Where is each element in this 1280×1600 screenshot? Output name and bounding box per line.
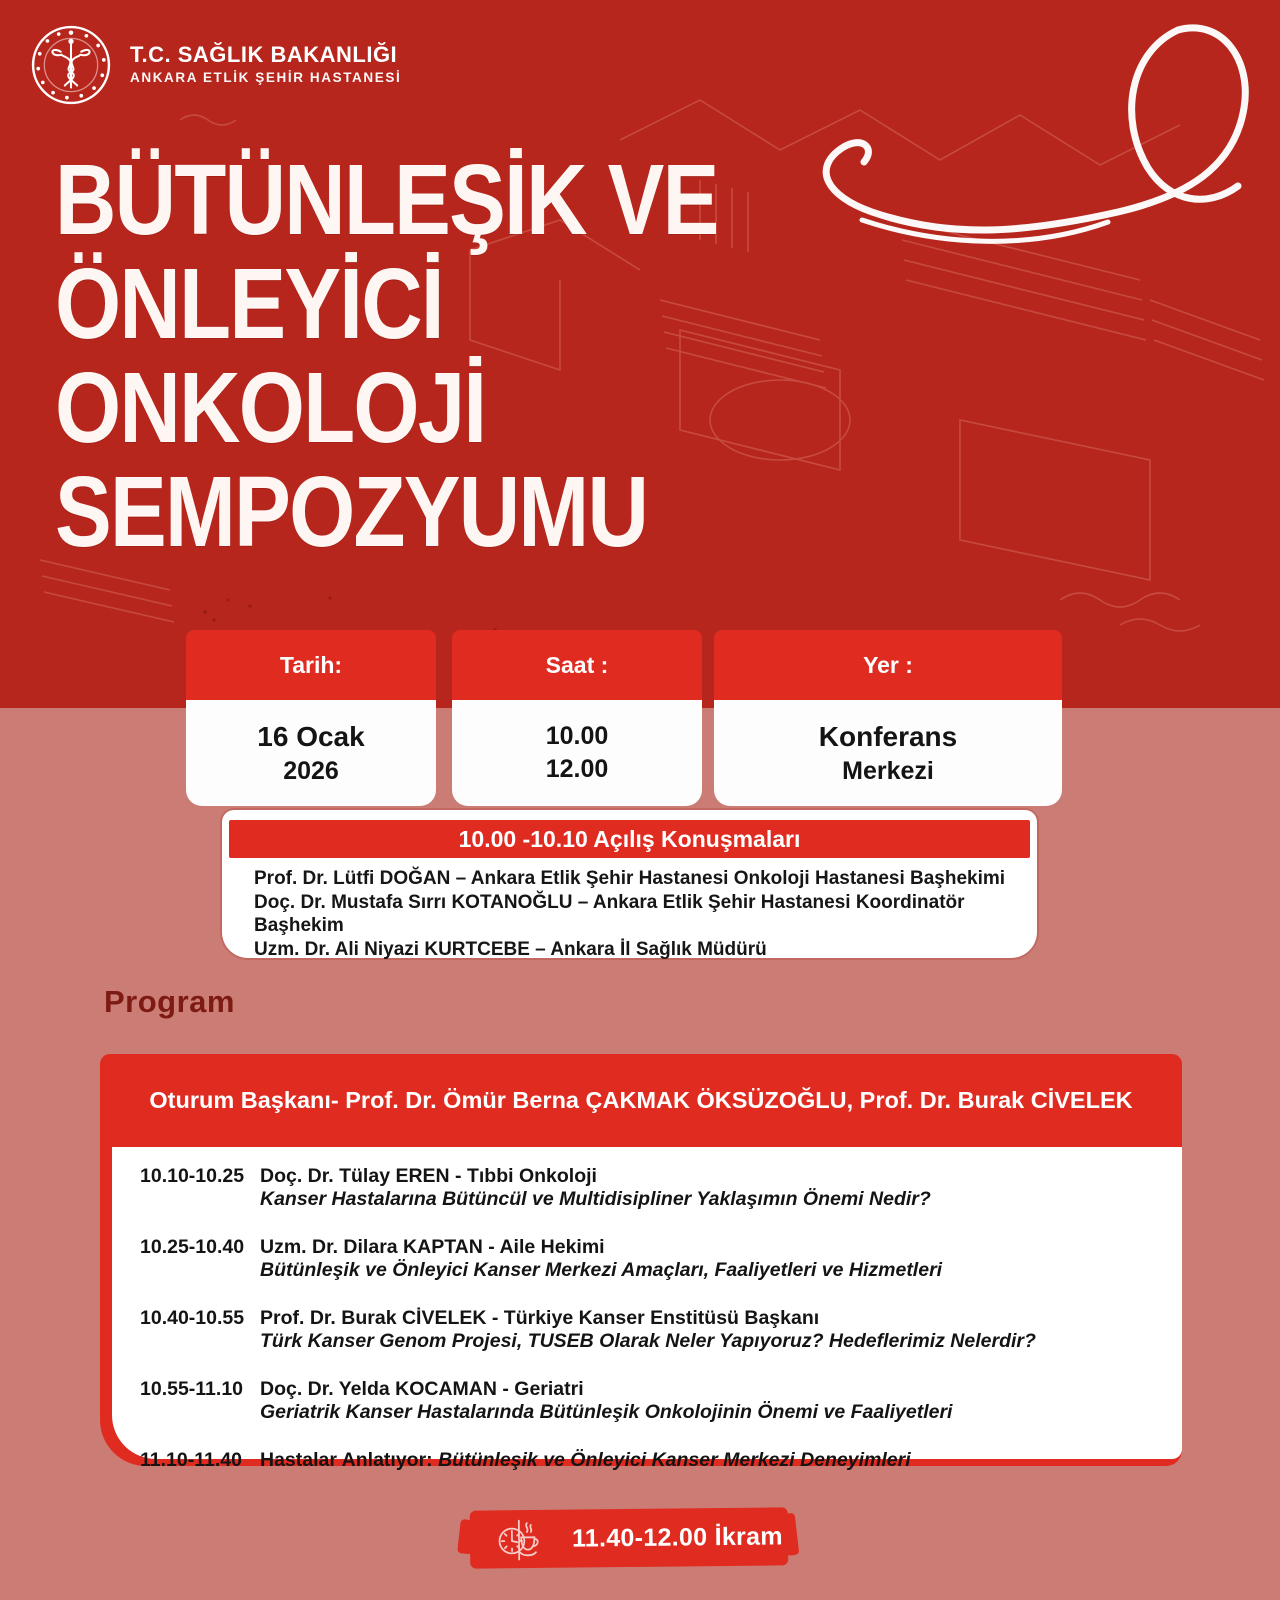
clock-coffee-icon — [496, 1516, 542, 1562]
date-card — [186, 630, 436, 806]
venue-card — [714, 630, 1062, 806]
item-topic: Bütünleşik ve Önleyici Kanser Merkezi Deneyimleri — [438, 1449, 911, 1471]
item-time: 10.40-10.55 — [140, 1307, 245, 1329]
time-value-line2: 12.00 — [545, 755, 609, 783]
opening-speeches-card — [222, 810, 1037, 958]
program-item-2 — [140, 1236, 1166, 1282]
program-section — [100, 1054, 1182, 1471]
opening-speaker-2: Doç. Dr. Mustafa Sırrı KOTANOĞLU – Ankara Etlik Şehir Hastanesi Koordinatör Başhekim — [254, 891, 965, 936]
opening-speaker-1: Prof. Dr. Lütfi DOĞAN – Ankara Etlik Şehir Hastanesi Onkoloji Hastanesi Başhekimi — [254, 868, 1006, 889]
refreshment-label: 11.40-12.00 İkram — [571, 1521, 783, 1553]
item-speaker: Hastalar Anlatıyor: — [260, 1449, 439, 1471]
item-speaker: Prof. Dr. Burak CİVELEK - Türkiye Kanser Enstitüsü Başkanı — [260, 1307, 820, 1329]
ministry-name: T.C. SAĞLIK BAKANLIĞI — [130, 42, 398, 67]
venue-value-line2: Merkezi — [842, 757, 934, 785]
item-speaker: Doç. Dr. Tülay EREN - Tıbbi Onkoloji — [260, 1165, 597, 1187]
time-card-label: Saat : — [452, 630, 702, 700]
ministry-logo — [30, 24, 401, 106]
title-line-1: BÜTÜNLEŞİK VE — [55, 144, 718, 256]
program-item-1 — [140, 1165, 1166, 1211]
item-time: 10.25-10.40 — [140, 1236, 245, 1258]
program-item-5 — [140, 1449, 1166, 1472]
item-speaker: Doç. Dr. Yelda KOCAMAN - Geriatri — [260, 1378, 584, 1400]
item-time: 11.10-11.40 — [140, 1449, 242, 1471]
title-line-3: ONKOLOJİ — [55, 352, 486, 464]
hospital-name: ANKARA ETLİK ŞEHİR HASTANESİ — [130, 70, 402, 85]
opening-speaker-3: Uzm. Dr. Ali Niyazi KURTCEBE – Ankara İl Sağlık Müdürü — [254, 938, 767, 960]
program-item-3 — [140, 1307, 1166, 1353]
program-heading: Program — [104, 984, 235, 1019]
item-time: 10.10-10.25 — [140, 1165, 245, 1187]
title-line-4: SEMPOZYUMU — [55, 456, 648, 568]
date-card-label: Tarih: — [186, 630, 436, 700]
item-topic: Bütünleşik ve Önleyici Kanser Merkezi Amaçları, Faaliyetleri ve Hizmetleri — [260, 1259, 943, 1281]
poster-title — [55, 144, 718, 568]
program-card — [112, 1147, 1182, 1471]
date-value-line1: 16 Ocak — [257, 721, 365, 752]
ministry-emblem-icon — [30, 24, 112, 106]
item-speaker: Uzm. Dr. Dilara KAPTAN - Aile Hekimi — [260, 1236, 605, 1258]
item-time: 10.55-11.10 — [140, 1378, 244, 1400]
item-topic: Türk Kanser Genom Projesi, TUSEB Olarak Neler Yapıyoruz? Hedeflerimiz Nelerdir? — [260, 1330, 1036, 1352]
item-topic: Geriatrik Kanser Hastalarında Bütünleşik Onkolojinin Önemi ve Faaliyetleri — [260, 1401, 953, 1423]
refreshment-banner — [470, 1507, 789, 1568]
time-card — [452, 630, 702, 806]
venue-card-label: Yer : — [714, 630, 1062, 700]
date-value-line2: 2026 — [283, 757, 339, 785]
item-topic: Kanser Hastalarına Bütüncül ve Multidisipliner Yaklaşımın Önemi Nedir? — [260, 1188, 931, 1210]
time-value-line1: 10.00 — [545, 722, 609, 750]
opening-header: 10.00 -10.10 Açılış Konuşmaları — [229, 820, 1030, 858]
venue-value-line1: Konferans — [818, 721, 958, 752]
session-chair-bar: Oturum Başkanı- Prof. Dr. Ömür Berna ÇAKMAK ÖKSÜZOĞLU, Prof. Dr. Burak CİVELEK — [149, 1087, 1133, 1113]
title-line-2: ÖNLEYİCİ — [55, 248, 443, 360]
program-item-4 — [140, 1378, 1166, 1424]
top-red-section — [0, 0, 1280, 708]
